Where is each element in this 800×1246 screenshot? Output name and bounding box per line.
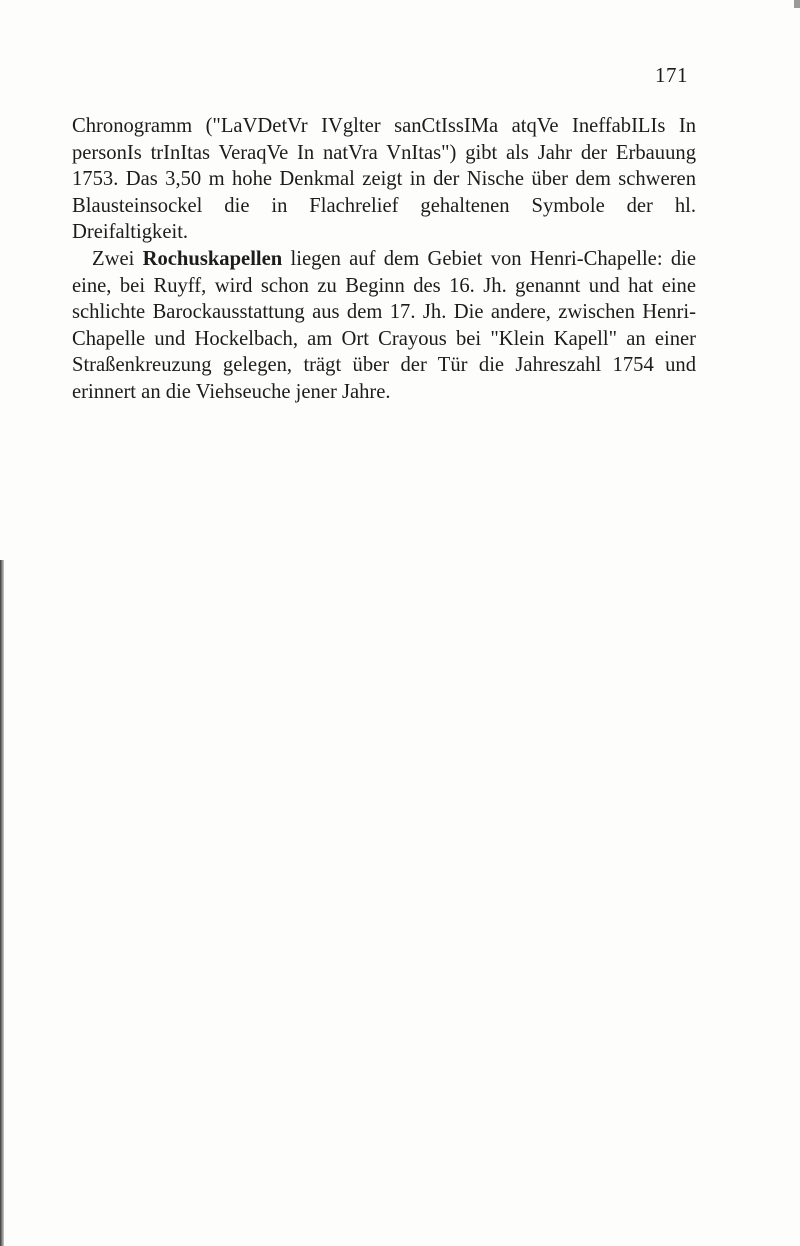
rochuskapellen-term: Rochuskapellen: [142, 247, 283, 270]
page-number: 171: [655, 63, 688, 87]
paragraph-2: [72, 246, 696, 406]
paragraph-1: Chronogramm ("LaVDetVr IVglter sanCtIssIMa atqVe IneffabILIs In personIs trInItas VeraqVe In natVra VnItas") gibt als Jahr der Erbauung 1753. Das 3,50 m hohe Denkmal zeigt in der Nische über dem schweren Blausteinsockel die in Flachrelief gehaltenen Symbole der hl. Dreifaltigkeit.: [72, 115, 696, 244]
paragraph-2-rest: liegen auf dem Gebiet von Henri-Chapelle: die eine, bei Ruyff, wird schon zu Beginn des 16. Jh. genannt und hat eine schlichte Barockausstattung aus dem 17. Jh. Die andere, zwischen Henri-Chapelle und Hockelbach, am Ort Crayous bei "Klein Kapell" an einer Straßenkreuzung gelegen, trägt über der Tür die Jahreszahl 1754 und erinnert an die Viehseuche jener Jahre.: [72, 247, 697, 403]
scan-mark: [794, 0, 800, 8]
paragraph-2-lead: Zwei: [92, 247, 143, 270]
page-edge-shadow: [0, 560, 4, 1246]
body-text: [72, 113, 696, 406]
